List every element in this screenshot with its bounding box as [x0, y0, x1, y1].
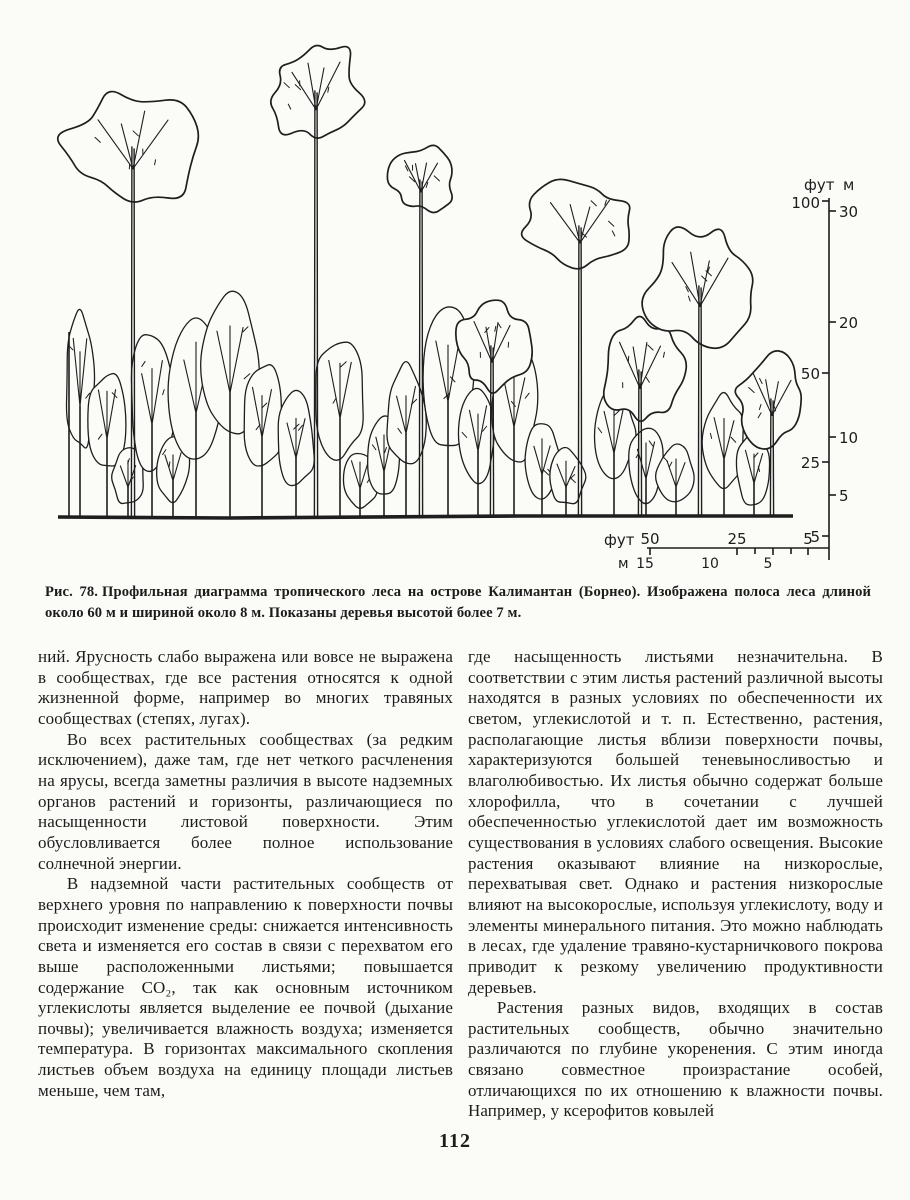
y-axis-labels: [791, 176, 858, 546]
y-axis-unit-m: м: [843, 176, 855, 194]
figure-caption-label: Рис. 78.: [45, 584, 99, 600]
x-tick-m-5: 5: [763, 556, 773, 572]
x-tick-m-15: 15: [636, 556, 654, 572]
y-tick-ft-25: 25: [800, 454, 820, 472]
y-tick-m-5: 5: [839, 487, 849, 505]
x-axis-unit-ft: фут: [604, 531, 635, 549]
body-columns: [38, 647, 883, 1122]
right-column: [468, 647, 883, 1122]
y-axis-unit-ft: фут: [804, 176, 835, 194]
y-tick-m-20: 20: [839, 314, 859, 332]
forest-trees: [58, 46, 801, 517]
x-axis-unit-m: м: [618, 556, 629, 572]
left-column: [38, 647, 453, 1122]
tree: [550, 447, 586, 516]
y-axis: [822, 198, 836, 560]
x-tick-ft-50: 50: [640, 530, 660, 548]
paragraph: ний. Ярусность слабо выражена или вовсе не выражена в сообществах, где все растения относятся к одной жизненной форме, например во многих травяных сообществах (степях, лугах).: [38, 647, 453, 728]
tree: [278, 390, 314, 516]
x-axis: [647, 548, 829, 555]
tree: [387, 362, 426, 516]
page-number: 112: [439, 1130, 471, 1152]
paragraph: Во всех растительных сообществах (за редким исключением), даже там, где нет четкого расчленения на ярусы, всегда заметны различия в высоте надземных органов растений и горизонты, различающиеся по насыщенности листовой поверхности. Этим обусловливается более полное использование солнечной энергии.: [38, 729, 453, 873]
y-tick-ft-5: 5: [810, 528, 820, 546]
figure-caption: [45, 582, 871, 623]
paragraph: где насыщенность листьями незначительна. В соответствии с этим листья растений различной высоты находятся в разных условиях по обеспеченности их светом, углекислотой и т. п. Естественно, растения, располагающие листья вблизи поверхности почвы, характеризуются большей теневыносливостью и влаголюбивостью. Их листья обычно содержат больше хлорофилла, что в сочетании с лучшей обеспеченностью углекислотой дает им возможность существования в условиях слабого освещения. Высокие растения оказывают влияние на низкорослые, перехватывая свет. Однако и растения низкорослые влияют на высокорослые, используя углекислоту, воду и элементы минерального питания. Это можно наблюдать в лесах, где удаление травяно-кустарничкового покрова приводит к резкому увеличению продуктивности деревьев.: [468, 647, 883, 997]
y-tick-m-10: 10: [839, 429, 859, 447]
y-tick-ft-50: 50: [800, 365, 820, 383]
figure-forest-profile: [0, 0, 910, 578]
x-tick-ft-5: 5: [803, 530, 813, 548]
y-tick-ft-100: 100: [791, 194, 820, 212]
forest-profile-diagram: [0, 0, 910, 578]
paragraph: Растения разных видов, входящих в состав растительных сообществ, обычно значительно различаются по глубине укоренения. С этим иногда связано совместное произрастание особей, отличающихся по их отношению к влажности почвы. Например, у ксерофитов ковылей: [468, 998, 883, 1121]
tree: [244, 365, 282, 516]
paragraph: В надземной части растительных сообществ от верхнего уровня по направлению к поверхности почвы происходит изменение среды: снижается интенсивность света и изменяется его состав в связи с перехватом его выше расположенными листьями; повышается содержание CO₂, так как основным источником углекислоты является выделение ее почвой (дыхание почвы); увеличивается влажность воздуха; изменяется температура. В горизонтах максимального скопления листьев объем воздуха на единицу площади листьев меньше, чем там,: [38, 874, 453, 1100]
tree: [458, 388, 494, 516]
figure-caption-text: Профильная диаграмма тропического леса на острове Калимантан (Борнео). Изображена полоса леса длиной около 60 м и шириной около 8 м. Показаны деревья высотой более 7 м.: [45, 584, 872, 621]
x-axis-labels: [604, 530, 813, 572]
x-tick-ft-25: 25: [727, 530, 747, 548]
y-tick-m-30: 30: [839, 203, 859, 221]
ground-line: [58, 516, 793, 518]
x-tick-m-10: 10: [701, 556, 719, 572]
